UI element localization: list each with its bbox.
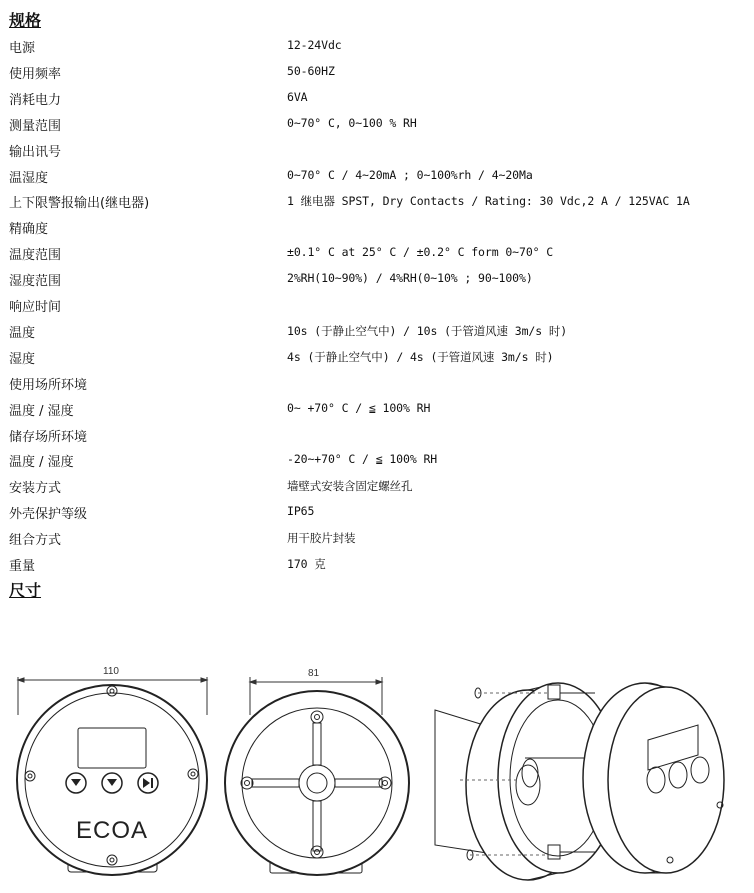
- exploded-view-drawing: [430, 655, 748, 890]
- spec-label: 响应时间: [9, 300, 62, 315]
- spec-row: [0, 214, 754, 240]
- spec-row: [0, 292, 754, 318]
- spec-value: 0~70° C / 4~20mA ; 0~100%rh / 4~20Ma: [287, 167, 533, 182]
- brand-label: ECOA: [75, 817, 149, 844]
- dimensions-heading: 尺寸: [9, 581, 42, 600]
- spec-label: 重量: [9, 559, 36, 574]
- spec-row: [0, 370, 754, 396]
- spec-row: [0, 59, 754, 85]
- spec-label: 湿度范围: [9, 274, 62, 290]
- spec-label: 外壳保护等级: [9, 507, 88, 523]
- spec-row: [0, 137, 754, 163]
- spec-value: 6VA: [287, 89, 308, 104]
- spec-value: 0~ +70° C / ≦ 100% RH: [287, 400, 431, 415]
- spec-value: 墙壁式安装含固定螺丝孔: [287, 479, 413, 494]
- spec-value: 用干胶片封装: [287, 531, 356, 546]
- spec-value: 12-24Vdc: [287, 38, 342, 52]
- spec-label: 温度范围: [9, 248, 62, 264]
- spec-label: 使用频率: [9, 66, 62, 82]
- spec-label: 电源: [9, 41, 36, 56]
- spec-label: 温度 / 湿度: [9, 455, 74, 471]
- spec-row: [0, 85, 754, 111]
- spec-value: ±0.1° C at 25° C / ±0.2° C form 0~70° C: [287, 245, 554, 260]
- spec-row: [0, 422, 754, 448]
- spec-value: 2%RH(10~90%) / 4%RH(0~10% ; 90~100%): [287, 271, 533, 286]
- spec-row: [0, 525, 754, 551]
- spec-label: 储存场所环境: [9, 429, 88, 445]
- side-width-label: 81: [308, 668, 320, 679]
- spec-label: 组合方式: [9, 533, 62, 549]
- back-view-drawing: [222, 655, 422, 890]
- spec-value: 0~70° C, 0~100 % RH: [287, 115, 417, 130]
- spec-value: 10s (于静止空气中) / 10s (于管道风速 3m/s 时): [287, 323, 568, 338]
- spec-row: [0, 551, 754, 577]
- spec-row: [0, 396, 754, 422]
- specs-heading: 规格: [9, 11, 42, 30]
- spec-row: [0, 318, 754, 344]
- spec-row: [0, 111, 754, 137]
- spec-row: [0, 447, 754, 473]
- spec-value: -20~+70° C / ≦ 100% RH: [287, 452, 438, 467]
- spec-value: 50-60HZ: [287, 63, 335, 78]
- spec-value: 170 克: [287, 557, 326, 571]
- spec-label: 温度: [9, 325, 36, 341]
- spec-label: 使用场所环境: [9, 377, 88, 393]
- spec-label: 湿度: [9, 351, 36, 367]
- spec-value: IP65: [287, 504, 315, 519]
- spec-label: 测量范围: [9, 118, 62, 134]
- spec-row: [0, 473, 754, 499]
- spec-label: 安装方式: [9, 481, 62, 497]
- spec-row: [0, 266, 754, 292]
- spec-label: 温度 / 湿度: [9, 403, 74, 419]
- spec-row: [0, 188, 754, 214]
- spec-value: 1 继电器 SPST, Dry Contacts / Rating: 30 Vdc,2 A / 125VAC 1A: [287, 194, 690, 209]
- spec-row: [0, 163, 754, 189]
- spec-label: 消耗电力: [9, 92, 62, 108]
- spec-label: 精确度: [9, 222, 49, 238]
- front-width-label: 110: [103, 666, 119, 677]
- spec-row: [0, 344, 754, 370]
- spec-row: [0, 33, 754, 59]
- spec-row: [0, 240, 754, 266]
- spec-label: 输出讯号: [9, 144, 62, 160]
- front-view-drawing: [10, 655, 215, 890]
- spec-label: 温湿度: [9, 170, 49, 186]
- spec-row: [0, 499, 754, 525]
- spec-label: 上下限警报输出(继电器): [9, 196, 150, 212]
- spec-value: 4s (于静止空气中) / 4s (于管道风速 3m/s 时): [287, 349, 554, 364]
